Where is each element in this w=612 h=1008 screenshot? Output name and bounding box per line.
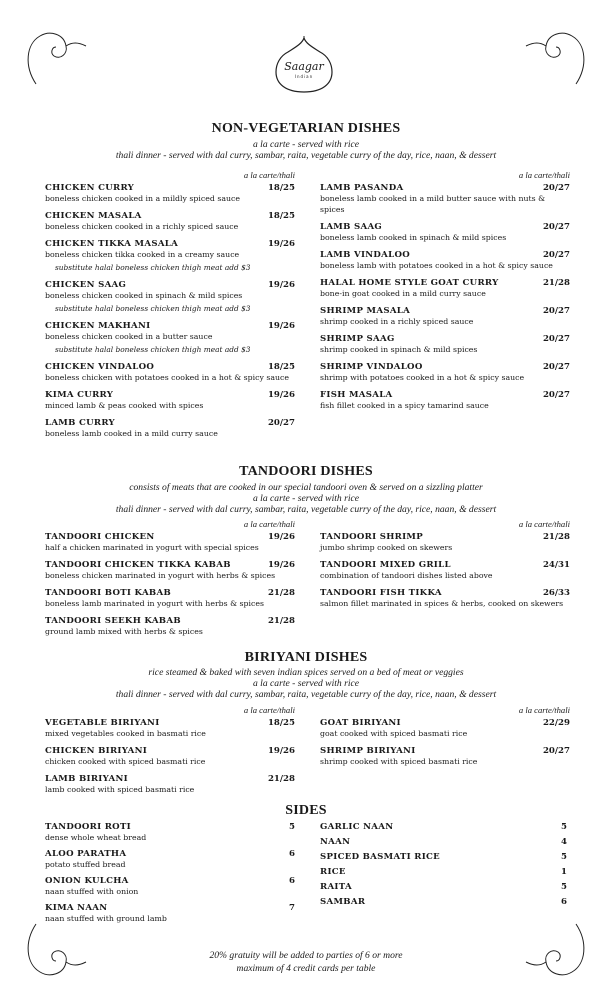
- menu-item-name: TANDOORI SHRIMP: [320, 532, 423, 542]
- menu-item-price: 20/27: [542, 334, 570, 344]
- menu-item-price: 18/25: [267, 362, 295, 372]
- section-title-nonveg: NON-VEGETARIAN DISHES: [211, 121, 401, 136]
- section-subtitle: thali dinner - served with dal curry, sambar, raita, vegetable curry of the day, rice, naan, & dessert: [115, 689, 497, 700]
- section-title-sides: SIDES: [285, 803, 327, 818]
- menu-item: [320, 250, 570, 271]
- menu-item-description: boneless chicken cooked in spinach & mild spices: [45, 291, 243, 300]
- menu-item-price: 1: [561, 867, 567, 877]
- menu-item-price: 20/27: [542, 390, 570, 400]
- section-subtitle: a la carte - served with rice: [252, 493, 360, 504]
- menu-item: [320, 532, 570, 553]
- menu-item-row: [320, 837, 567, 847]
- menu-item: [320, 746, 570, 767]
- menu-item-name: TANDOORI CHICKEN: [45, 532, 155, 542]
- section-title-biriyani: BIRIYANI DISHES: [244, 650, 368, 665]
- menu-item-row: [45, 532, 295, 542]
- menu-item-price: 19/26: [267, 390, 295, 400]
- menu-item-row: [320, 897, 567, 907]
- menu-item-name: CHICKEN SAAG: [45, 280, 127, 290]
- menu-item-name: TANDOORI MIXED GRILL: [320, 560, 451, 570]
- menu-item-description: naan stuffed with ground lamb: [45, 914, 167, 923]
- menu-item-row: [320, 560, 570, 570]
- menu-item-row: [320, 390, 570, 400]
- menu-item-name: LAMB PASANDA: [320, 183, 404, 193]
- menu-item-description: chicken cooked with spiced basmati rice: [45, 757, 206, 766]
- menu-item-price: 20/27: [542, 362, 570, 372]
- menu-item: [45, 746, 295, 767]
- menu-item-price: 5: [561, 822, 567, 832]
- menu-item-price: 20/27: [542, 250, 570, 260]
- menu-item-price: 18/25: [267, 183, 295, 193]
- menu-item-price: 5: [561, 882, 567, 892]
- tandoori-left-column: [45, 519, 295, 644]
- menu-item-name: ONION KULCHA: [45, 876, 129, 886]
- column-header: a la carte/thali: [243, 519, 295, 529]
- corner-flourish-icon: [20, 20, 90, 90]
- menu-item-row: [45, 183, 295, 193]
- menu-item-name: LAMB CURRY: [45, 418, 115, 428]
- menu-item-description: lamb cooked with spiced basmati rice: [45, 785, 195, 794]
- menu-item-row: [45, 588, 295, 598]
- menu-item-price: 20/27: [542, 183, 570, 193]
- column-header: a la carte/thali: [518, 519, 570, 529]
- menu-item-price: 21/28: [267, 588, 295, 598]
- menu-item: [45, 616, 295, 637]
- menu-item: [45, 560, 295, 581]
- menu-item-name: KIMA NAAN: [45, 903, 108, 913]
- menu-item-price: 19/26: [267, 560, 295, 570]
- menu-item-description: shrimp cooked with spiced basmati rice: [320, 757, 478, 766]
- menu-item-price: 4: [561, 837, 567, 847]
- tandoori-right-column: [320, 519, 570, 616]
- restaurant-logo: [272, 36, 336, 96]
- menu-item-row: [320, 588, 570, 598]
- menu-item: [45, 903, 295, 924]
- menu-item-row: [45, 774, 295, 784]
- corner-flourish-icon: [522, 20, 592, 90]
- menu-item: [45, 239, 295, 273]
- menu-item-row: [320, 222, 570, 232]
- menu-item: [320, 837, 567, 847]
- menu-item-name: SHRIMP BIRIYANI: [320, 746, 416, 756]
- menu-item: [320, 897, 567, 907]
- menu-item-price: 21/28: [267, 774, 295, 784]
- menu-item-name: VEGETABLE BIRIYANI: [45, 718, 160, 728]
- menu-item: [320, 362, 570, 383]
- menu-item-row: [320, 746, 570, 756]
- menu-item-row: [45, 849, 295, 859]
- menu-item-description: boneless lamb cooked in spinach & mild spices: [320, 233, 507, 242]
- menu-item-note: substitute halal boneless chicken thigh meat add $3: [55, 304, 251, 313]
- menu-item: [320, 867, 567, 877]
- menu-item-name: SAMBAR: [320, 897, 366, 907]
- menu-item-name: SPICED BASMATI RICE: [320, 852, 441, 862]
- menu-item-row: [45, 616, 295, 626]
- menu-item-description: combination of tandoori dishes listed above: [320, 571, 493, 580]
- menu-item-name: LAMB SAAG: [320, 222, 383, 232]
- menu-item-price: 6: [561, 897, 567, 907]
- menu-item-price: 22/29: [542, 718, 570, 728]
- menu-item: [45, 849, 295, 870]
- section-subtitle: thali dinner - served with dal curry, sambar, raita, vegetable curry of the day, rice, naan, & dessert: [115, 150, 497, 161]
- nonveg-right-column: [320, 170, 570, 418]
- menu-item-price: 19/26: [267, 532, 295, 542]
- menu-item-row: [320, 250, 570, 260]
- biriyani-right-column: [320, 705, 570, 774]
- menu-item: [320, 334, 570, 355]
- menu-item-description: bone-in goat cooked in a mild curry sauce: [320, 289, 486, 298]
- menu-item: [320, 390, 570, 411]
- menu-item-name: RICE: [320, 867, 346, 877]
- menu-item: [45, 822, 295, 843]
- menu-item: [45, 876, 295, 897]
- menu-item-description: boneless chicken cooked in a mildly spiced sauce: [45, 194, 241, 203]
- menu-item-name: CHICKEN MAKHANI: [45, 321, 151, 331]
- column-header: a la carte/thali: [518, 170, 570, 180]
- menu-item-description: minced lamb & peas cooked with spices: [45, 401, 204, 410]
- menu-item: [45, 321, 295, 355]
- menu-item-note: substitute halal boneless chicken thigh meat add $3: [55, 345, 251, 354]
- menu-item-row: [320, 532, 570, 542]
- menu-item-description: dense whole wheat bread: [45, 833, 147, 842]
- menu-item-row: [45, 211, 295, 221]
- menu-item-row: [45, 418, 295, 428]
- menu-item-row: [320, 183, 570, 193]
- section-subtitle: consists of meats that are cooked in our special tandoori oven & served on a sizzling platter: [129, 482, 483, 493]
- menu-item-description: goat cooked with spiced basmati rice: [320, 729, 468, 738]
- menu-item: [320, 278, 570, 299]
- menu-item-description: boneless chicken cooked in a butter sauce: [45, 332, 213, 341]
- menu-item: [45, 390, 295, 411]
- menu-item-description: boneless lamb cooked in a mild butter sauce with nuts & spices: [320, 194, 546, 214]
- menu-item-row: [320, 852, 567, 862]
- menu-item-name: TANDOORI FISH TIKKA: [320, 588, 442, 598]
- menu-item: [320, 718, 570, 739]
- menu-item: [320, 183, 570, 215]
- menu-item-row: [45, 390, 295, 400]
- menu-item-description: naan stuffed with onion: [45, 887, 139, 896]
- menu-item-row: [45, 239, 295, 249]
- menu-item-name: CHICKEN TIKKA MASALA: [45, 239, 179, 249]
- menu-item: [45, 532, 295, 553]
- menu-item-price: 19/26: [267, 280, 295, 290]
- menu-item-name: HALAL HOME STYLE GOAT CURRY: [320, 278, 499, 288]
- menu-item: [45, 362, 295, 383]
- menu-item-name: NAAN: [320, 837, 351, 847]
- menu-item: [45, 588, 295, 609]
- menu-item-row: [45, 876, 295, 886]
- menu-item-description: potato stuffed bread: [45, 860, 126, 869]
- menu-item: [45, 418, 295, 439]
- section-subtitle: a la carte - served with rice: [252, 678, 360, 689]
- menu-item-row: [45, 822, 295, 832]
- menu-item-name: TANDOORI BOTI KABAB: [45, 588, 172, 598]
- menu-item-description: ground lamb mixed with herbs & spices: [45, 627, 203, 636]
- menu-item-description: half a chicken marinated in yogurt with special spices: [45, 543, 259, 552]
- menu-item-name: CHICKEN VINDALOO: [45, 362, 155, 372]
- menu-item-row: [45, 362, 295, 372]
- menu-item-price: 5: [289, 822, 295, 832]
- menu-item-name: LAMB BIRIYANI: [45, 774, 128, 784]
- menu-item-description: fish fillet cooked in a spicy tamarind sauce: [320, 401, 489, 410]
- menu-item: [320, 882, 567, 892]
- menu-item-description: jumbo shrimp cooked on skewers: [320, 543, 453, 552]
- column-header: a la carte/thali: [243, 705, 295, 715]
- menu-item-row: [45, 321, 295, 331]
- menu-item-price: 18/25: [267, 718, 295, 728]
- menu-item-description: boneless chicken cooked in a richly spiced sauce: [45, 222, 239, 231]
- menu-item-row: [45, 560, 295, 570]
- menu-item-price: 20/27: [542, 746, 570, 756]
- menu-item-description: shrimp cooked in spinach & mild spices: [320, 345, 478, 354]
- menu-item-price: 19/26: [267, 239, 295, 249]
- menu-item-name: RAITA: [320, 882, 352, 892]
- menu-item: [320, 560, 570, 581]
- menu-item-row: [320, 822, 567, 832]
- menu-item-description: boneless chicken with potatoes cooked in a hot & spicy sauce: [45, 373, 290, 382]
- menu-item: [320, 852, 567, 862]
- menu-item-price: 18/25: [267, 211, 295, 221]
- menu-item-name: GARLIC NAAN: [320, 822, 394, 832]
- menu-item-row: [320, 362, 570, 372]
- menu-item-price: 19/26: [267, 321, 295, 331]
- menu-item-description: boneless chicken tikka cooked in a creamy sauce: [45, 250, 240, 259]
- menu-item-price: 24/31: [542, 560, 570, 570]
- menu-item-description: boneless lamb marinated in yogurt with herbs & spices: [45, 599, 265, 608]
- logo-text: Saagar: [284, 60, 324, 73]
- column-header: a la carte/thali: [518, 705, 570, 715]
- menu-item-name: FISH MASALA: [320, 390, 393, 400]
- menu-item: [45, 774, 295, 795]
- menu-item: [45, 718, 295, 739]
- menu-item-description: shrimp with potatoes cooked in a hot & spicy sauce: [320, 373, 525, 382]
- menu-item-description: boneless chicken marinated in yogurt with herbs & spices: [45, 571, 276, 580]
- logo-subtext: Indian: [294, 74, 314, 79]
- menu-item-name: KIMA CURRY: [45, 390, 114, 400]
- menu-item-row: [45, 718, 295, 728]
- menu-item-name: LAMB VINDALOO: [320, 250, 411, 260]
- menu-item-name: GOAT BIRIYANI: [320, 718, 401, 728]
- menu-item-row: [320, 718, 570, 728]
- menu-item-row: [45, 746, 295, 756]
- menu-item-row: [320, 306, 570, 316]
- menu-item: [320, 822, 567, 832]
- menu-item-name: SHRIMP MASALA: [320, 306, 411, 316]
- menu-item-price: 21/28: [267, 616, 295, 626]
- menu-item-name: CHICKEN CURRY: [45, 183, 135, 193]
- menu-item: [45, 211, 295, 232]
- footer-note-cards: maximum of 4 credit cards per table: [236, 963, 376, 974]
- menu-item-name: TANDOORI ROTI: [45, 822, 131, 832]
- menu-item-price: 20/27: [542, 222, 570, 232]
- menu-item-row: [45, 903, 295, 913]
- menu-item-row: [320, 867, 567, 877]
- footer-note-gratuity: 20% gratuity will be added to parties of 6 or more: [209, 950, 403, 961]
- menu-item-price: 21/28: [542, 278, 570, 288]
- menu-item-description: boneless lamb cooked in a mild curry sauce: [45, 429, 218, 438]
- section-subtitle: rice steamed & baked with seven indian spices served on a bed of meat or veggies: [148, 667, 464, 678]
- menu-item-price: 26/33: [542, 588, 570, 598]
- menu-item-row: [320, 278, 570, 288]
- menu-item-price: 19/26: [267, 746, 295, 756]
- menu-item-name: ALOO PARATHA: [45, 849, 127, 859]
- section-title-tandoori: TANDOORI DISHES: [239, 464, 373, 479]
- menu-item-row: [45, 280, 295, 290]
- menu-item: [320, 306, 570, 327]
- menu-item-note: substitute halal boneless chicken thigh meat add $3: [55, 263, 251, 272]
- menu-item-name: CHICKEN MASALA: [45, 211, 142, 221]
- biriyani-left-column: [45, 705, 295, 802]
- menu-item-price: 5: [561, 852, 567, 862]
- menu-item: [45, 280, 295, 314]
- menu-item-name: TANDOORI CHICKEN TIKKA KABAB: [45, 560, 231, 570]
- menu-item-name: TANDOORI SEEKH KABAB: [45, 616, 181, 626]
- menu-item: [320, 222, 570, 243]
- menu-item-name: SHRIMP SAAG: [320, 334, 395, 344]
- section-subtitle: thali dinner - served with dal curry, sambar, raita, vegetable curry of the day, rice, naan, & dessert: [115, 504, 497, 515]
- menu-item: [45, 183, 295, 204]
- menu-item-price: 6: [289, 849, 295, 859]
- sides-left-column: [45, 822, 295, 930]
- menu-item-price: 6: [289, 876, 295, 886]
- menu-item-description: shrimp cooked in a richly spiced sauce: [320, 317, 474, 326]
- column-header: a la carte/thali: [243, 170, 295, 180]
- section-subtitle: a la carte - served with rice: [252, 139, 360, 150]
- menu-item-price: 20/27: [542, 306, 570, 316]
- menu-item-price: 21/28: [542, 532, 570, 542]
- menu-item-name: SHRIMP VINDALOO: [320, 362, 423, 372]
- menu-item-row: [320, 334, 570, 344]
- menu-item-description: salmon fillet marinated in spices & herbs, cooked on skewers: [320, 599, 564, 608]
- menu-item-name: CHICKEN BIRIYANI: [45, 746, 148, 756]
- menu-item-row: [320, 882, 567, 892]
- menu-item: [320, 588, 570, 609]
- sides-right-column: [320, 822, 567, 912]
- menu-item-price: 20/27: [267, 418, 295, 428]
- nonveg-left-column: [45, 170, 295, 446]
- menu-item-description: boneless lamb with potatoes cooked in a hot & spicy sauce: [320, 261, 553, 270]
- menu-item-description: mixed vegetables cooked in basmati rice: [45, 729, 206, 738]
- menu-item-price: 7: [289, 903, 295, 913]
